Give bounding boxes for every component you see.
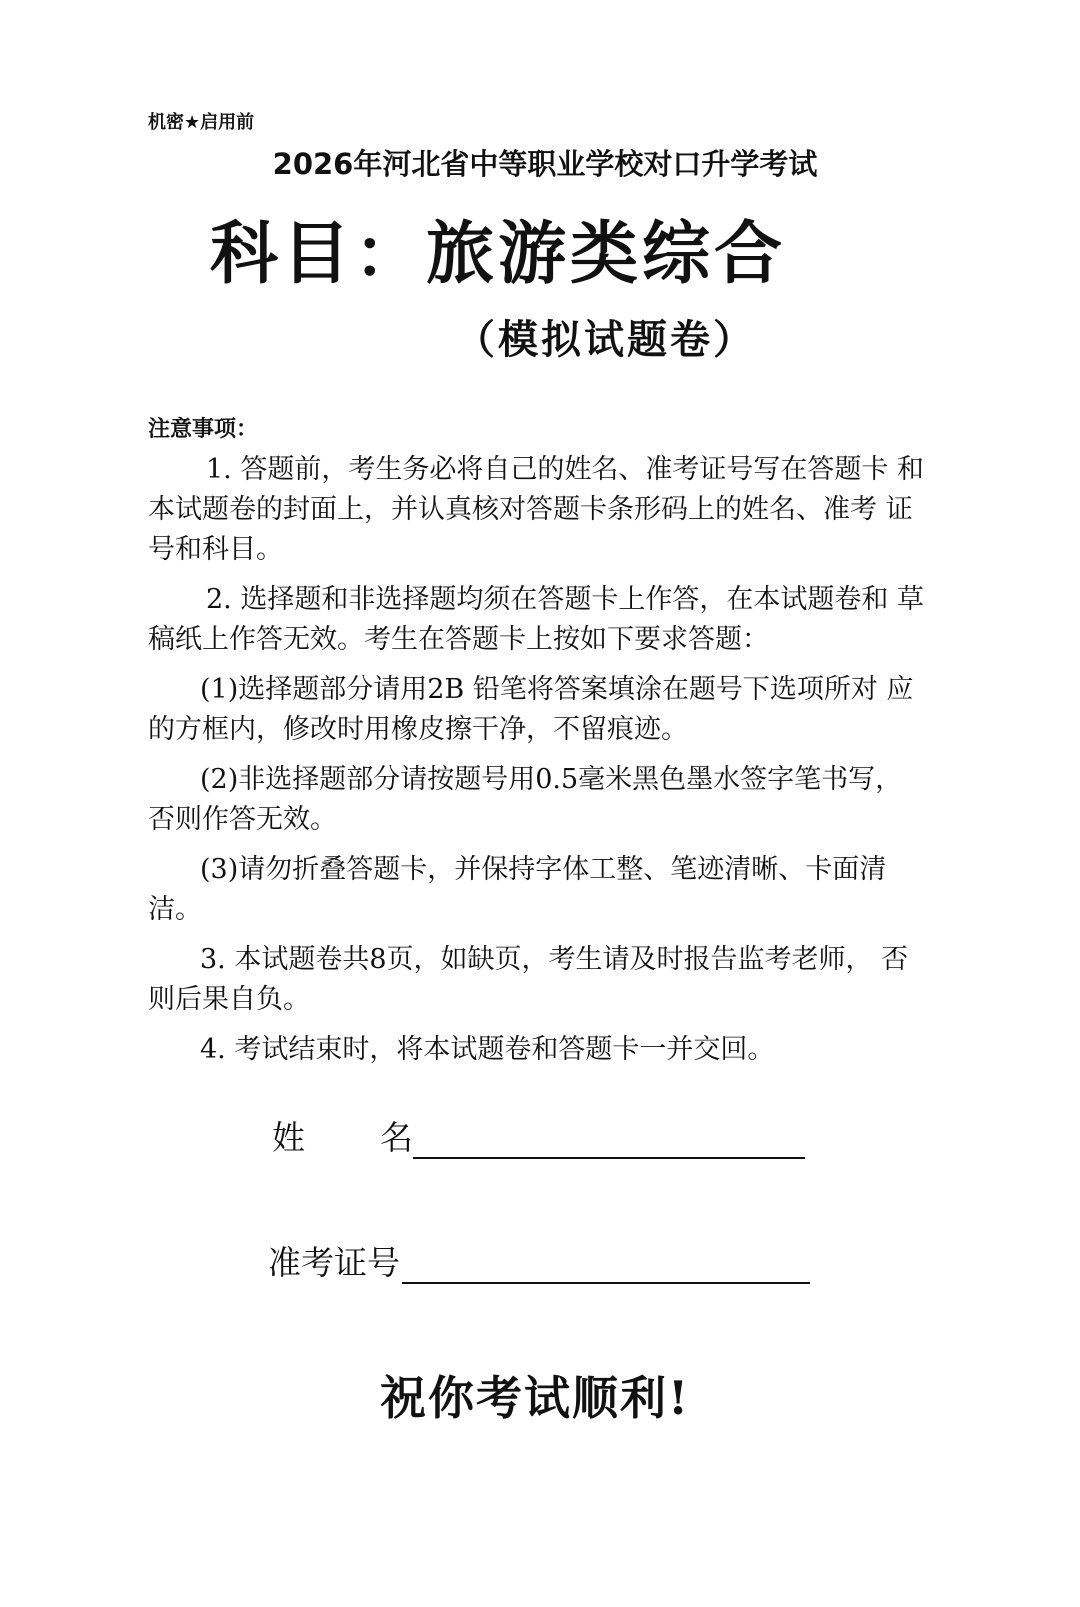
note-item: 2. 选择题和非选择题均须在答题卡上作答，在本试题卷和 草稿纸上作答无效。考生在答题卡上按如下要求答题： — [148, 584, 924, 655]
subject-title: 科目：旅游类综合 — [210, 215, 787, 294]
paper-type: （模拟试题卷） — [455, 316, 756, 363]
exam-id-write-line[interactable] — [402, 1252, 810, 1284]
note-item: (2)非选择题部分请按题号用0.5毫米黑色墨水签字笔书写， 否则作答无效。 — [148, 764, 903, 835]
note-item: (3)请勿折叠答题卡，并保持字体工整、笔迹清晰、卡面清 洁。 — [148, 854, 887, 925]
exam-id-field[interactable] — [268, 1237, 810, 1284]
note-item: 1. 答题前，考生务必将自己的姓名、准考证号写在答题卡 和本试题卷的封面上，并认真核对答题卡条形码上的姓名、准考 证号和科目。 — [148, 454, 924, 565]
note-item: (1)选择题部分请用2B 铅笔将答案填涂在题号下选项所对 应的方框内，修改时用橡皮擦干净，不留痕迹。 — [148, 674, 914, 745]
name-field[interactable] — [272, 1112, 805, 1159]
blessing-text: 祝你考试顺利! — [380, 1371, 691, 1425]
exam-title: 2026年河北省中等职业学校对口升学考试 — [272, 147, 818, 181]
name-label: 姓名 — [272, 1118, 488, 1157]
notes-heading: 注意事项： — [148, 417, 259, 442]
confidential-mark: 机密★启用前 — [148, 112, 255, 133]
name-write-line[interactable] — [413, 1127, 805, 1159]
notes-list — [148, 450, 928, 1080]
note-item: 3. 本试题卷共8页，如缺页，考生请及时报告监考老师， 否则后果自负。 — [148, 944, 909, 1015]
note-item: 4. 考试结束时，将本试题卷和答题卡一并交回。 — [200, 1034, 775, 1065]
exam-id-label: 准考证号 — [268, 1243, 400, 1282]
